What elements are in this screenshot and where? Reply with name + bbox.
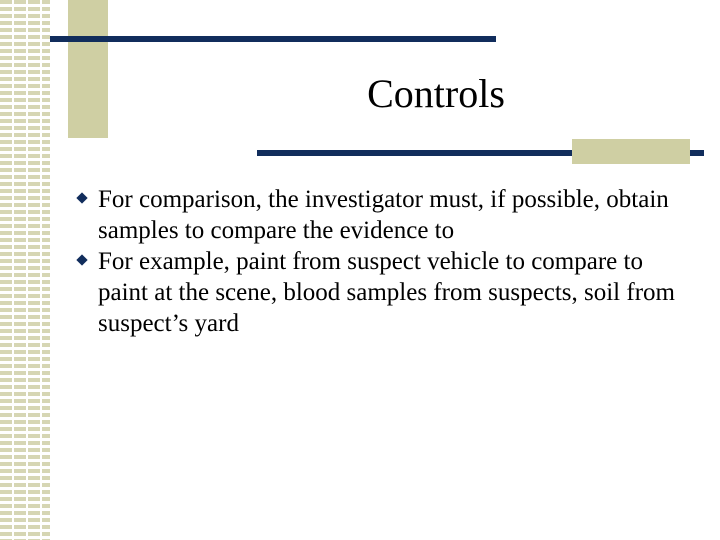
slide-title: Controls: [367, 71, 505, 116]
bullet-text: For example, paint from suspect vehicle to compare to paint at the scene, blood samples from suspects, soil from suspect’s yard: [98, 248, 675, 337]
diamond-bullet-icon: [76, 192, 87, 203]
decorative-block-right: [572, 139, 690, 164]
title-rule-top: [50, 36, 496, 42]
decorative-block-top: [68, 0, 108, 138]
decorative-stripe: [0, 0, 50, 540]
bullet-list: [78, 184, 698, 339]
bullet-item: [78, 184, 698, 246]
bullet-text: For comparison, the investigator must, if possible, obtain samples to compare the evidence to: [98, 186, 669, 244]
bullet-item: [78, 246, 698, 339]
diamond-bullet-icon: [76, 254, 87, 265]
